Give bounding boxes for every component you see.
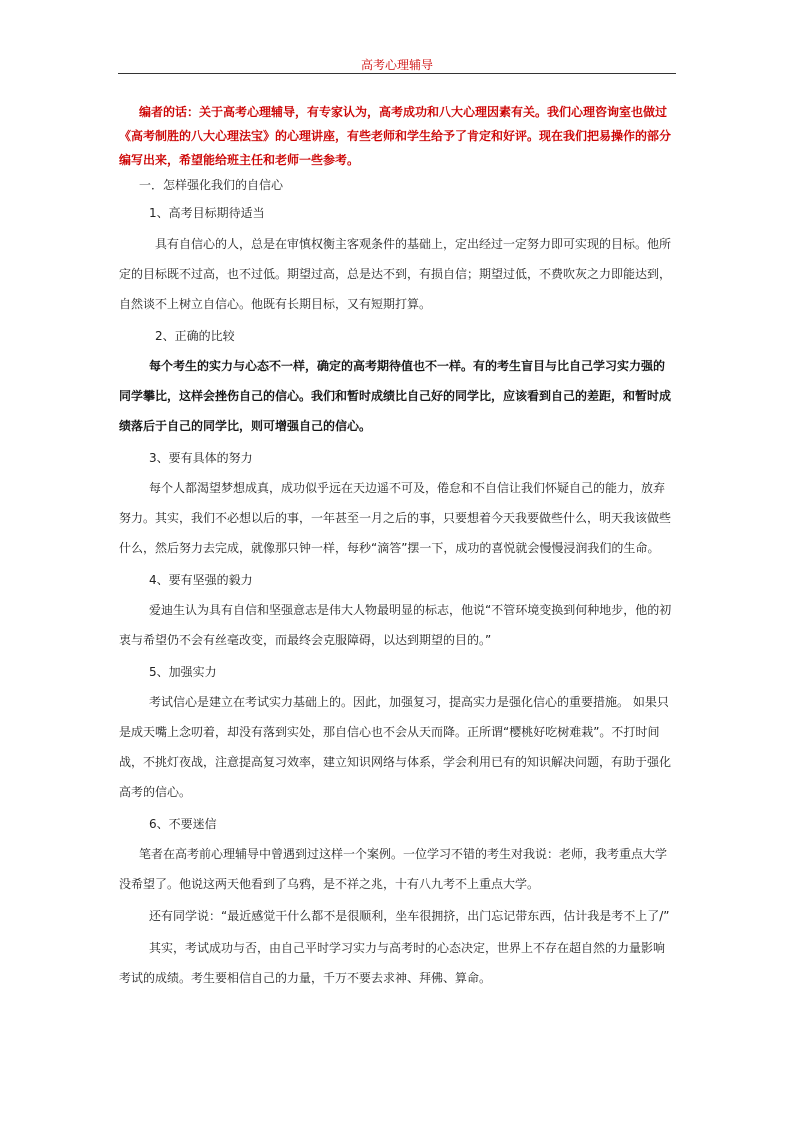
header-divider	[118, 73, 676, 74]
item-heading-5: 5、加强实力	[149, 665, 217, 679]
item-heading-1: 1、高考目标期待适当	[149, 206, 265, 220]
item-text-4: 爱迪生认为具有自信和坚强意志是伟大人物最明显的标志，他说“不管环境变换到何种地步，他的初衷与希望仍不会有丝毫改变，而最终会克服障碍，以达到期望的目的。”	[119, 603, 672, 647]
extra-paragraph-1: 还有同学说：“最近感觉干什么都不是很顺利，坐车很拥挤，出门忘记带东西，估计我是考不上了/”	[149, 909, 670, 923]
item-heading-3: 3、要有具体的努力	[149, 451, 253, 465]
item-text-5: 考试信心是建立在考试实力基础上的。因此，加强复习，提高实力是强化信心的重要措施。 如果只是成天嘴上念叨着，却没有落到实处，那自信心也不会从天而降。正所谓“樱桃好吃树难栽”。不打时间战，不挑灯夜战，注意提高复习效率，建立知识网络与体系，学会利用已有的知识解决问题，有助于强化高考的信心。	[119, 695, 672, 799]
item-text-1: 具有自信心的人，总是在审慎权衡主客观条件的基础上，定出经过一定努力即可实现的目标。他所定的目标既不过高，也不过低。期望过高，总是达不到，有损自信；期望过低，不费吹灰之力即能达到，自然谈不上树立自信心。他既有长期目标，又有短期打算。	[119, 237, 672, 311]
document-body	[119, 100, 675, 993]
item-heading-6: 6、不要迷信	[149, 817, 217, 831]
item-text-3: 每个人都渴望梦想成真，成功似乎远在天边遥不可及，倦怠和不自信让我们怀疑自己的能力，放弃努力。其实，我们不必想以后的事，一年甚至一月之后的事，只要想着今天我要做些什么，明天我该做些什么，然后努力去完成，就像那只钟一样，每秒“滴答”摆一下，成功的喜悦就会慢慢浸润我们的生命。	[119, 481, 672, 555]
item-text-6: 笔者在高考前心理辅导中曾遇到过这样一个案例。一位学习不错的考生对我说：老师，我考重点大学没希望了。他说这两天他看到了乌鸦，是不祥之兆，十有八九考不上重点大学。	[119, 847, 668, 891]
section-heading: 一．怎样强化我们的自信心	[139, 178, 284, 192]
item-heading-4: 4、要有坚强的毅力	[149, 573, 253, 587]
extra-paragraph-2: 其实，考试成功与否，由自己平时学习实力与高考时的心态决定，世界上不存在超自然的力量影响考试的成绩。考生要相信自己的力量，千万不要去求神、拜佛、算命。	[119, 941, 666, 985]
item-text-2: 每个考生的实力与心态不一样，确定的高考期待值也不一样。有的考生盲目与比自己学习实力强的同学攀比，这样会挫伤自己的信心。我们和暂时成绩比自己好的同学比，应该看到自己的差距，和暂时成绩落后于自己的同学比，则可增强自己的信心。	[119, 359, 672, 433]
item-heading-2: 2、正确的比较	[155, 329, 235, 343]
editor-note: 编者的话：关于高考心理辅导，有专家认为，高考成功和八大心理因素有关。我们心理咨询室也做过《高考制胜的八大心理法宝》的心理讲座，有些老师和学生给予了肯定和好评。现在我们把易操作的部分编写出来，希望能给班主任和老师一些参考。	[119, 105, 672, 167]
page-header-title: 高考心理辅导	[360, 58, 433, 72]
